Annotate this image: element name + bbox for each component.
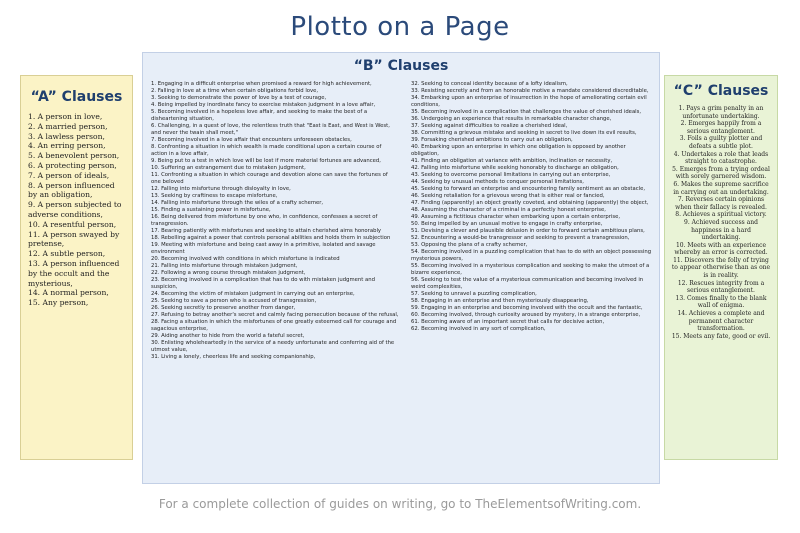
c-clause-item: 14. Achieves a complete and permanent character transformation.: [677, 310, 765, 333]
b-clause-item: 43. Seeking to overcome personal limitations in carrying out an enterprise,: [411, 172, 611, 178]
b-clause-item: 24. Becoming the victim of mistaken judgment in carrying out an enterprise,: [151, 291, 355, 297]
c-clauses-list: [671, 105, 771, 340]
b-clause-item: 60. Becoming involved, through curiosity aroused by mystery, in a strange enterprise,: [411, 312, 641, 318]
b-clause-item: 16. Being delivered from misfortune by one who, in confidence, confesses a secret of transgression.: [151, 214, 378, 227]
c-clause-item: 7. Reverses certain opinions when their fallacy is revealed.: [675, 196, 767, 211]
b-clause-item: 33. Resisting secretly and from an honorable motive a mandate considered discreditable,: [411, 88, 649, 94]
b-clause-item: 36. Undergoing an experience that results in remarkable character change,: [411, 116, 612, 122]
b-clause-item: 51. Devising a clever and plausible delusion in order to forward certain ambitious plans,: [411, 228, 645, 234]
b-clause-item: 52. Encountering a would-be transgressor and seeking to prevent a transgression,: [411, 235, 630, 241]
b-clause-item: 46. Seeking retaliation for a grievous wrong that is either real or fancied,: [411, 193, 605, 199]
a-clause-item: 3. A lawless person,: [28, 131, 105, 141]
c-clause-item: 15. Meets any fate, good or evil.: [671, 332, 771, 340]
c-clause-item: 9. Achieved success and happiness in a hard undertaking.: [684, 218, 758, 242]
b-clause-item: 39. Forsaking cherished ambitions to carry out an obligation,: [411, 137, 573, 143]
c-clause-item: 6. Makes the supreme sacrifice in carrying out an undertaking.: [673, 180, 769, 196]
a-clauses-heading: “A” Clauses: [30, 89, 123, 105]
b-clause-item: 30. Enlisting wholeheartedly in the service of a needy unfortunate and conferring aid of the utmost value,: [151, 340, 395, 353]
b-clause-item: 2. Falling in love at a time when certain obligations forbid love,: [151, 88, 319, 94]
b-clause-item: 6. Challenging, in a quest of love, the relentless truth that "East is East, and West is West, and never the twain shall meet,": [151, 123, 390, 136]
b-clause-item: 42. Falling into misfortune while seeking honorably to discharge an obligation,: [411, 165, 619, 171]
b-clause-item: 44. Seeking by unusual methods to conquer personal limitations,: [411, 179, 584, 185]
b-clause-item: 31. Living a lonely, cheerless life and seeking companionship,: [151, 354, 316, 360]
a-clause-item: 12. A subtle person,: [28, 249, 106, 259]
a-clause-item: 15. Any person,: [28, 298, 89, 308]
b-clauses-panel: [142, 52, 660, 484]
a-clause-item: 4. An erring person,: [28, 141, 106, 151]
b-clause-item: 55. Becoming involved in a mysterious complication and seeking to make the utmost of a bizarre experience,: [411, 263, 650, 276]
b-clause-item: 35. Becoming involved in a complication that challenges the value of cherished ideals,: [411, 109, 642, 115]
b-clause-item: 19. Meeting with misfortune and being cast away in a primitive, isolated and savage environment: [151, 242, 376, 255]
b-clause-item: 50. Being impelled by an unusual motive to engage in crafty enterprise,: [411, 221, 603, 227]
c-clause-item: 13. Comes finally to the blank wall of enigma.: [675, 294, 767, 310]
c-clause-item: 5. Emerges from a trying ordeal with sorely garnered wisdom.: [672, 165, 770, 181]
b-clause-item: 11. Confronting a situation in which courage and devotion alone can save the fortunes of one beloved: [151, 172, 388, 185]
c-clause-item: 10. Meets with an experience whereby an error is corrected.: [674, 241, 768, 257]
b-clause-item: 18. Rebelling against a power that controls personal abilities and holds them in subjection: [151, 235, 391, 241]
b-clause-item: 5. Becoming involved in a hopeless love affair, and seeking to make the best of a disheartening situation,: [151, 109, 368, 122]
b-clause-item: 34. Embarking upon an enterprise of insurrection in the hope of ameliorating certain evil conditions,: [411, 95, 647, 108]
b-clause-item: 32. Seeking to conceal identity because of a lofty idealism,: [411, 81, 568, 87]
b-clause-item: 17. Bearing patiently with misfortunes and seeking to attain cherished aims honorably: [151, 228, 382, 234]
b-clause-item: 38. Committing a grievous mistake and seeking in secret to live down its evil results,: [411, 130, 637, 136]
b-clause-item: 1. Engaging in a difficult enterprise when promised a reward for high achievement,: [151, 81, 372, 87]
a-clauses-list: [28, 112, 126, 308]
a-clause-item: 9. A person subjected to adverse conditions,: [28, 200, 122, 219]
c-clause-item: 12. Rescues integrity from a serious entanglement.: [677, 279, 765, 295]
c-clause-item: 1. Pays a grim penalty in an unfortunate undertaking.: [678, 105, 764, 120]
c-clause-item: 2. Emerges happily from a serious entanglement.: [680, 120, 762, 135]
c-clause-item: 11. Discovers the folly of trying to appear otherwise than as one is in reality.: [671, 256, 771, 280]
b-clause-item: 45. Seeking to forward an enterprise and encountering family sentiment as an obstacle,: [411, 186, 646, 192]
a-clause-item: 7. A person of ideals,: [28, 170, 110, 180]
a-clause-item: 10. A resentful person,: [28, 219, 117, 229]
b-clause-item: 25. Seeking to save a person who is accused of transgression,: [151, 298, 317, 304]
b-clause-item: 54. Becoming involved in a puzzling complication that has to do with an object possessing mysterious powers,: [411, 249, 652, 262]
b-clause-item: 62. Becoming involved in any sort of complication,: [411, 326, 546, 332]
c-clauses-panel: [664, 75, 778, 460]
b-clause-item: 49. Assuming a fictitious character when embarking upon a certain enterprise,: [411, 214, 621, 220]
a-clause-item: 6. A protecting person,: [28, 160, 117, 170]
page-title: Plotto on a Page: [290, 12, 510, 42]
b-clause-item: 20. Becoming involved with conditions in which misfortune is indicated: [151, 256, 340, 262]
b-clause-item: 26. Seeking secretly to preserve another from danger,: [151, 305, 296, 311]
b-clause-item: 56. Seeking to test the value of a mysterious communication and becoming involved in weird complexities,: [411, 277, 644, 290]
b-clause-item: 23. Becoming involved in a complication that has to do with mistaken judgment and suspicion,: [151, 277, 375, 290]
b-clause-item: 28. Facing a situation in which the misfortunes of one greatly esteemed call for courage and sagacious enterprise,: [151, 319, 397, 332]
b-clause-item: 21. Falling into misfortune through mistaken judgment,: [151, 263, 298, 269]
a-clause-item: 5. A benevolent person,: [28, 151, 120, 161]
b-clause-item: 59. Engaging in an enterprise and becoming involved with the occult and the fantastic,: [411, 305, 643, 311]
b-clause-item: 40. Embarking upon an enterprise in which one obligation is opposed by another obligation,: [411, 144, 626, 157]
b-clause-item: 27. Refusing to betray another's secret and calmly facing persecution because of the refusal,: [151, 312, 399, 318]
b-clause-item: 8. Confronting a situation in which wealth is made conditional upon a certain course of action in a love affair,: [151, 144, 382, 157]
b-clause-item: 14. Falling into misfortune through the wiles of a crafty schemer,: [151, 200, 324, 206]
b-clause-item: 3. Seeking to demonstrate the power of love by a test of courage,: [151, 95, 327, 101]
b-clause-item: 13. Seeking by craftiness to escape misfortune,: [151, 193, 278, 199]
a-clause-item: 11. A person swayed by pretense,: [28, 229, 120, 249]
c-clause-item: 8. Achieves a spiritual victory.: [675, 211, 767, 219]
c-clause-item: 3. Foils a guilty plotter and defeats a subtle plot.: [679, 135, 763, 150]
b-clause-item: 37. Seeking against difficulties to realize a cherished ideal,: [411, 123, 568, 129]
a-clause-item: 13. A person influenced by the occult and the mysterious,: [28, 258, 120, 288]
b-clause-item: 4. Being impelled by inordinate fancy to exercise mistaken judgment in a love affair,: [151, 102, 376, 108]
b-clause-item: 47. Finding (apparently) an object greatly coveted, and obtaining (apparently) the object,: [411, 200, 649, 206]
b-clause-item: 29. Aiding another to hide from the world a fateful secret,: [151, 333, 305, 339]
c-clauses-heading: “C” Clauses: [673, 83, 769, 99]
b-clause-item: 48. Assuming the character of a criminal in a perfectly honest enterprise,: [411, 207, 606, 213]
footer-note: For a complete collection of guides on writing, go to TheElementsofWriting.com.: [158, 497, 642, 511]
a-clause-item: 1. A person in love,: [28, 112, 103, 121]
b-clauses-column-2: [411, 81, 655, 333]
c-clause-item: 4. Undertakes a role that leads straight to catastrophe.: [673, 150, 769, 166]
b-clause-item: 22. Following a wrong course through mistaken judgment,: [151, 270, 306, 276]
b-clause-item: 12. Falling into misfortune through disloyalty in love,: [151, 186, 291, 192]
b-clause-item: 53. Opposing the plans of a crafty schemer,: [411, 242, 528, 248]
b-clause-item: 7. Becoming involved in a love affair that encounters unforeseen obstacles,: [151, 137, 352, 143]
a-clause-item: 2. A married person,: [28, 121, 108, 131]
b-clause-item: 9. Being put to a test in which love will be lost if more material fortunes are advanced,: [151, 158, 381, 164]
a-clauses-panel: [20, 75, 133, 460]
b-clause-item: 41. Finding an obligation at variance with ambition, inclination or necessity,: [411, 158, 613, 164]
b-clause-item: 61. Becoming aware of an important secret that calls for decisive action,: [411, 319, 605, 325]
b-clause-item: 58. Engaging in an enterprise and then mysteriously disappearing,: [411, 298, 589, 304]
a-clause-item: 8. A person influenced by an obligation,: [28, 180, 115, 200]
a-clause-item: 14. A normal person,: [28, 288, 109, 298]
b-clause-item: 10. Suffering an estrangement due to mistaken judgment,: [151, 165, 306, 171]
b-clause-item: 15. Finding a sustaining power in misfortune,: [151, 207, 271, 213]
b-clauses-heading: “B” Clauses: [353, 58, 449, 74]
b-clauses-column-1: [151, 81, 399, 361]
b-clause-item: 57. Seeking to unravel a puzzling complication,: [411, 291, 537, 297]
